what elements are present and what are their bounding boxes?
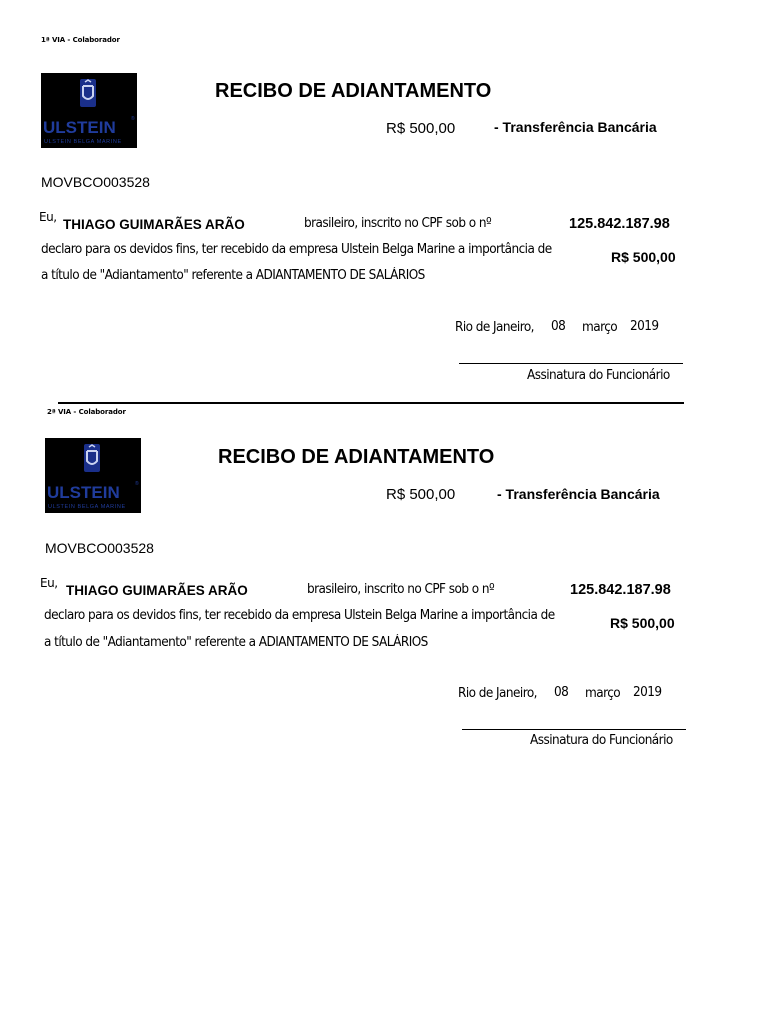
reference-text: a título de "Adiantamento" referente a ADIANTAMENTO DE SALÁRIOS xyxy=(41,268,425,283)
cpf-number: 125.842.187.98 xyxy=(569,216,670,232)
signature-label: Assinatura do Funcionário xyxy=(530,733,673,748)
ulstein-logo-icon xyxy=(41,73,137,148)
date-day: 08 xyxy=(554,685,569,700)
date-month: março xyxy=(585,686,621,701)
company-logo xyxy=(41,73,137,148)
nationality-text: brasileiro, inscrito no CPF sob o nº xyxy=(307,582,495,597)
receipt-amount: R$ 500,00 xyxy=(386,120,456,137)
via-label: 2ª VIA - Colaborador xyxy=(47,408,126,416)
signature-line xyxy=(462,729,686,730)
declaration-amount: R$ 500,00 xyxy=(611,249,676,265)
declaration-amount: R$ 500,00 xyxy=(610,615,675,631)
signature-label: Assinatura do Funcionário xyxy=(527,368,670,383)
logo-brand-text: ULSTEIN xyxy=(47,483,120,502)
receipt-title: RECIBO DE ADIANTAMENTO xyxy=(218,446,495,468)
employee-name: THIAGO GUIMARÃES ARÃO xyxy=(63,217,245,232)
employee-name: THIAGO GUIMARÃES ARÃO xyxy=(66,583,248,598)
eu-label: Eu, xyxy=(39,210,57,224)
date-day: 08 xyxy=(551,319,566,334)
logo-sub-text: ULSTEIN BELGA MARINE xyxy=(48,504,126,510)
payment-method: - Transferência Bancária xyxy=(497,486,660,502)
signature-line xyxy=(459,363,683,364)
payment-method: - Transferência Bancária xyxy=(494,119,657,135)
date-month: março xyxy=(582,320,618,335)
cpf-number: 125.842.187.98 xyxy=(570,582,671,598)
via-label: 1ª VIA - Colaborador xyxy=(41,36,120,44)
eu-label: Eu, xyxy=(40,576,58,590)
receipt-amount: R$ 500,00 xyxy=(386,486,456,503)
movement-code: MOVBCO003528 xyxy=(41,174,150,190)
receipt-divider xyxy=(58,402,684,404)
declaration-text: declaro para os devidos fins, ter recebido da empresa Ulstein Belga Marine a importância de xyxy=(44,608,555,623)
svg-text:®: ® xyxy=(135,481,139,487)
declaration-text: declaro para os devidos fins, ter recebido da empresa Ulstein Belga Marine a importância de xyxy=(41,242,552,257)
date-year: 2019 xyxy=(633,685,662,700)
receipt-title: RECIBO DE ADIANTAMENTO xyxy=(215,80,492,102)
place-label: Rio de Janeiro, xyxy=(455,320,534,335)
ulstein-logo-icon xyxy=(45,438,141,513)
company-logo xyxy=(45,438,141,513)
svg-text:®: ® xyxy=(131,116,135,122)
logo-brand-text: ULSTEIN xyxy=(43,118,116,137)
nationality-text: brasileiro, inscrito no CPF sob o nº xyxy=(304,216,492,231)
reference-text: a título de "Adiantamento" referente a ADIANTAMENTO DE SALÁRIOS xyxy=(44,635,428,650)
date-year: 2019 xyxy=(630,319,659,334)
place-label: Rio de Janeiro, xyxy=(458,686,537,701)
logo-sub-text: ULSTEIN BELGA MARINE xyxy=(44,139,122,145)
movement-code: MOVBCO003528 xyxy=(45,540,154,556)
